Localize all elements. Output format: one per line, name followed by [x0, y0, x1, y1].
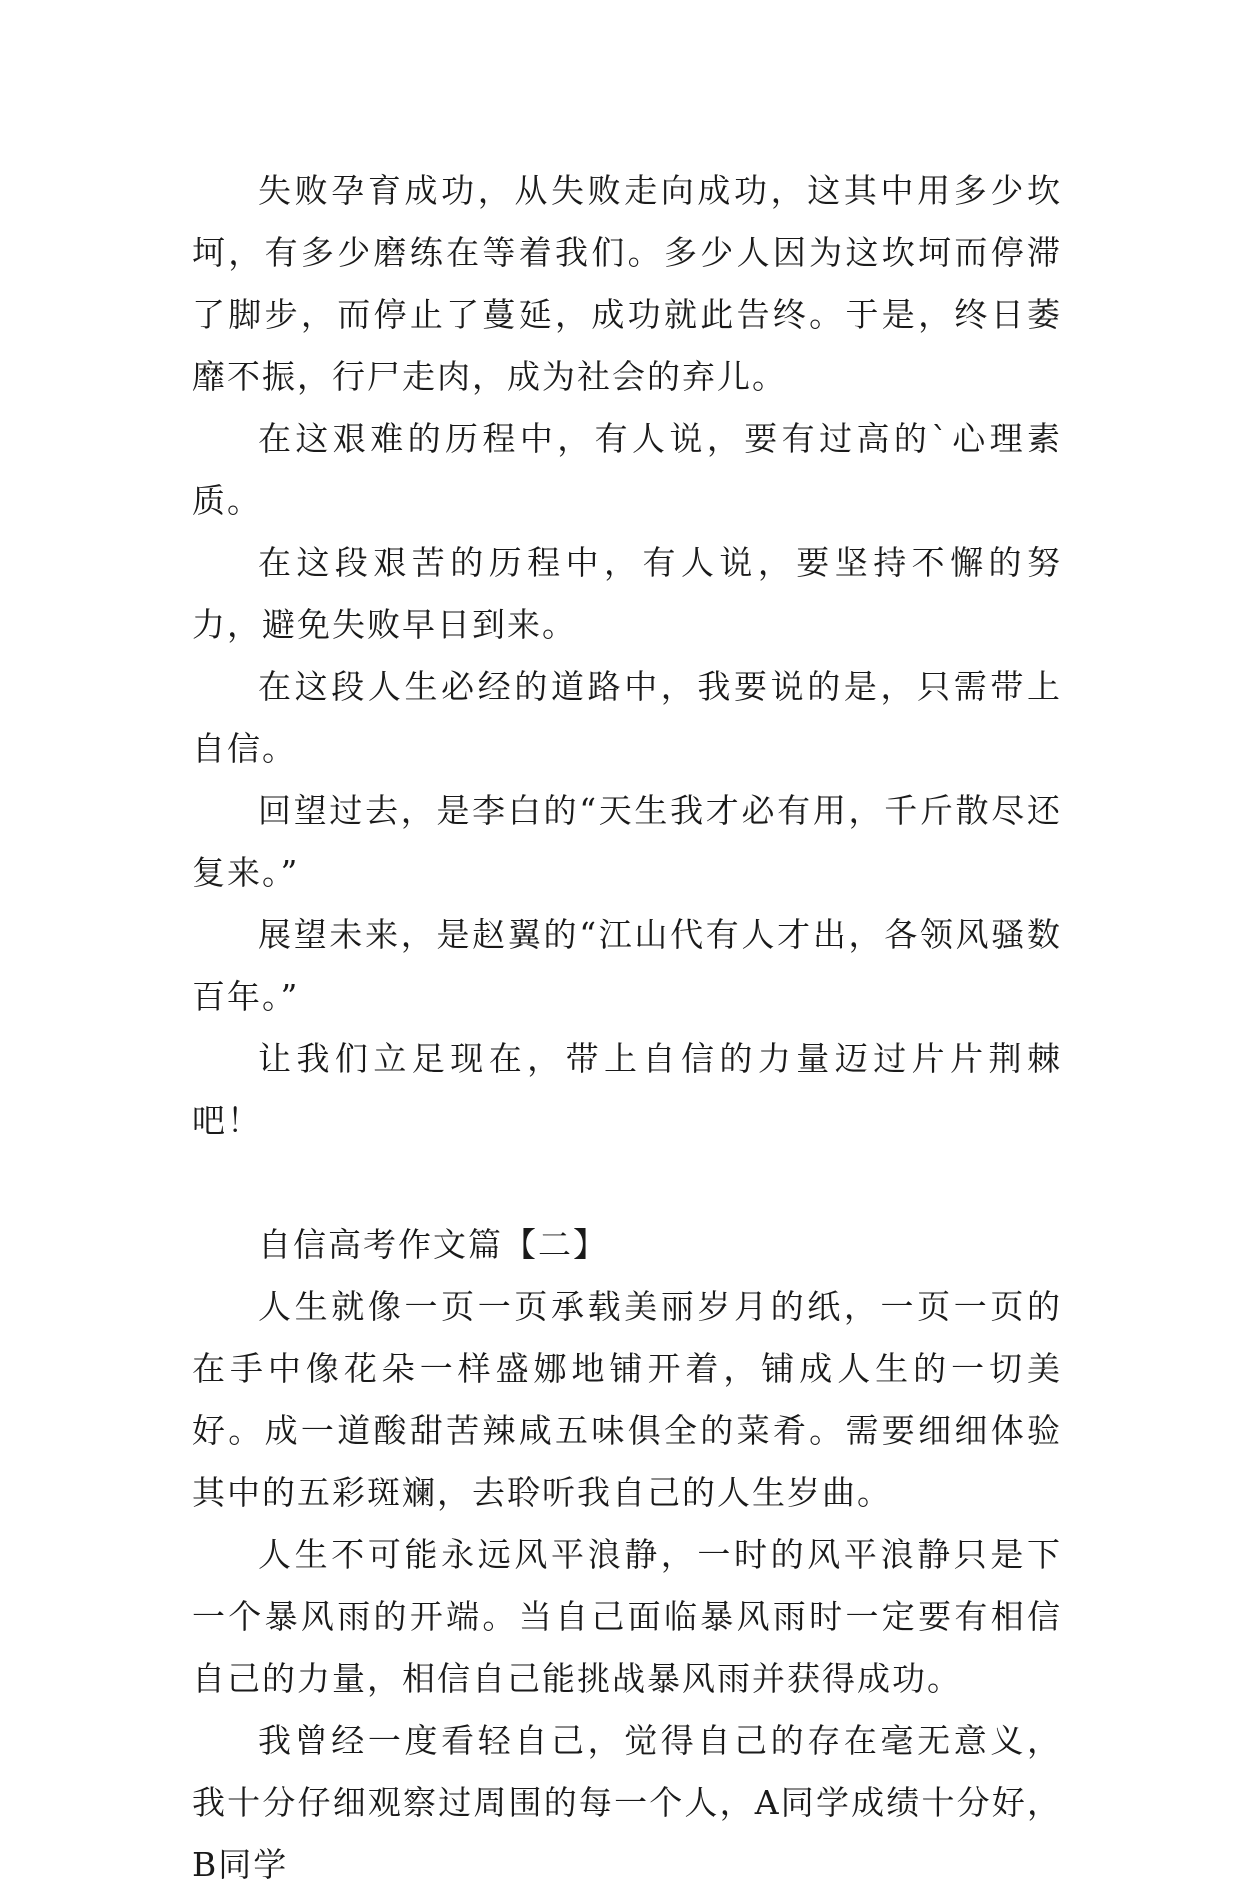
paragraph: 人生就像一页一页承载美丽岁月的纸，一页一页的在手中像花朵一样盛娜地铺开着，铺成人生的一切美好。成一道酸甜苦辣咸五味俱全的菜肴。需要细细体验其中的五彩斑斓，去聆听我自己的人生岁曲。 — [192, 1287, 1062, 1512]
paragraph: 我曾经一度看轻自己，觉得自己的存在毫无意义，我十分仔细观察过周围的每一个人，A同学成绩十分好，B同学 — [192, 1721, 1062, 1884]
paragraph: 在这段艰苦的历程中，有人说，要坚持不懈的努力，避免失败早日到来。 — [192, 543, 1062, 644]
paragraph: 失败孕育成功，从失败走向成功，这其中用多少坎坷，有多少磨练在等着我们。多少人因为这坎坷而停滞了脚步，而停止了蔓延，成功就此告终。于是，终日萎靡不振，行尸走肉，成为社会的弃儿。 — [192, 171, 1062, 396]
document-body — [192, 160, 1062, 1896]
paragraph: 让我们立足现在，带上自信的力量迈过片片荆棘吧！ — [192, 1039, 1062, 1140]
paragraph: 人生不可能永远风平浪静，一时的风平浪静只是下一个暴风雨的开端。当自己面临暴风雨时一定要有相信自己的力量，相信自己能挑战暴风雨并获得成功。 — [192, 1535, 1062, 1698]
paragraph: 在这段人生必经的道路中，我要说的是，只需带上自信。 — [192, 667, 1062, 768]
paragraph: 在这艰难的历程中，有人说，要有过高的`心理素质。 — [192, 419, 1062, 520]
section-gap — [192, 1152, 1062, 1214]
paragraph: 回望过去，是李白的“天生我才必有用，千斤散尽还复来。” — [192, 791, 1062, 892]
section-title: 自信高考作文篇【二】 — [258, 1225, 608, 1264]
paragraph: 展望未来，是赵翼的“江山代有人才出，各领风骚数百年。” — [192, 915, 1062, 1016]
